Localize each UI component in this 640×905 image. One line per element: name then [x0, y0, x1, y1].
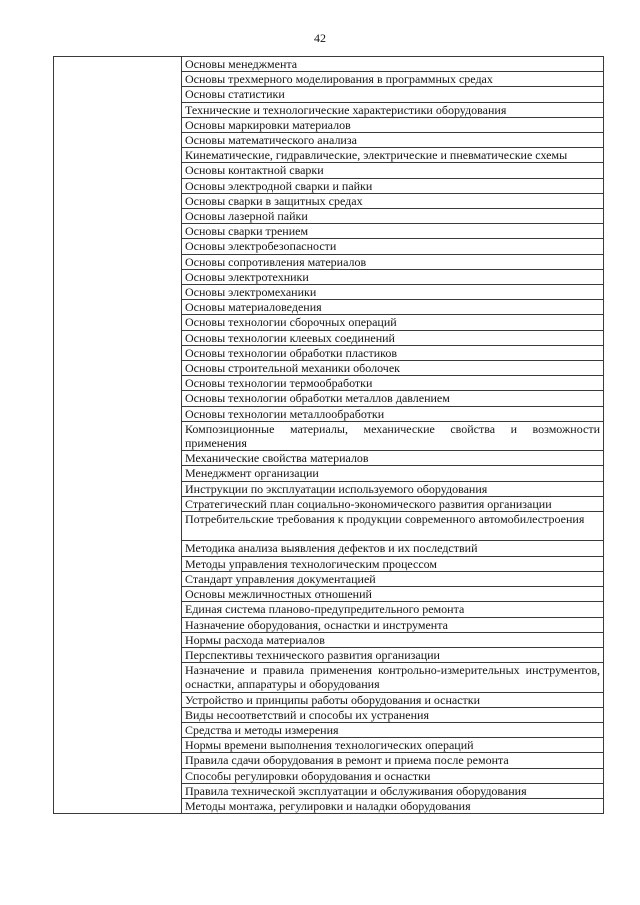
knowledge-item: Основы строительной механики оболочек: [182, 361, 604, 376]
table-row: [54, 57, 604, 72]
empty-left-cell: [54, 57, 182, 814]
knowledge-item: Основы технологии термообработки: [182, 376, 604, 391]
knowledge-item: Методика анализа выявления дефектов и их последствий: [182, 541, 604, 556]
knowledge-item: Правила технической эксплуатации и обслуживания оборудования: [182, 783, 604, 798]
knowledge-item: Основы технологии обработки пластиков: [182, 345, 604, 360]
knowledge-item: Назначение и правила применения контрольно-измерительных инструментов, оснастки, аппаратуры и оборудования: [182, 663, 604, 692]
knowledge-item: Основы сварки в защитных средах: [182, 193, 604, 208]
knowledge-item: Основы технологии сборочных операций: [182, 315, 604, 330]
knowledge-item: Основы статистики: [182, 87, 604, 102]
knowledge-item: Основы сопротивления материалов: [182, 254, 604, 269]
knowledge-item: Основы менеджмента: [182, 57, 604, 72]
knowledge-item: Средства и методы измерения: [182, 722, 604, 737]
knowledge-item: Методы монтажа, регулировки и наладки оборудования: [182, 798, 604, 813]
knowledge-table-body: [54, 57, 604, 814]
knowledge-item: Основы маркировки материалов: [182, 117, 604, 132]
knowledge-item: Устройство и принципы работы оборудования и оснастки: [182, 692, 604, 707]
knowledge-item: Стратегический план социально-экономического развития организации: [182, 496, 604, 511]
knowledge-item: Основы электротехники: [182, 269, 604, 284]
knowledge-item: Основы электродной сварки и пайки: [182, 178, 604, 193]
page-number: 42: [314, 31, 326, 45]
knowledge-item: Основы сварки трением: [182, 224, 604, 239]
knowledge-item: Основы межличностных отношений: [182, 587, 604, 602]
knowledge-item: Основы технологии клеевых соединений: [182, 330, 604, 345]
knowledge-item: Виды несоответствий и способы их устранения: [182, 707, 604, 722]
knowledge-item: Перспективы технического развития организации: [182, 647, 604, 662]
knowledge-item: Единая система планово-предупредительного ремонта: [182, 602, 604, 617]
knowledge-item: Основы электробезопасности: [182, 239, 604, 254]
knowledge-item: Способы регулировки оборудования и оснастки: [182, 768, 604, 783]
knowledge-table: [53, 56, 604, 814]
knowledge-item: Основы трехмерного моделирования в программных средах: [182, 72, 604, 87]
knowledge-item: Основы электромеханики: [182, 285, 604, 300]
knowledge-item: Правила сдачи оборудования в ремонт и приема после ремонта: [182, 753, 604, 768]
knowledge-item: Основы контактной сварки: [182, 163, 604, 178]
knowledge-item: Нормы времени выполнения технологических операций: [182, 738, 604, 753]
knowledge-item: Технические и технологические характеристики оборудования: [182, 102, 604, 117]
knowledge-item: Методы управления технологическим процессом: [182, 556, 604, 571]
knowledge-item: Основы технологии обработки металлов давлением: [182, 391, 604, 406]
knowledge-item: Кинематические, гидравлические, электрические и пневматические схемы: [182, 148, 604, 163]
knowledge-item: Менеджмент организации: [182, 466, 604, 481]
knowledge-item: Стандарт управления документацией: [182, 571, 604, 586]
knowledge-item: Назначение оборудования, оснастки и инструмента: [182, 617, 604, 632]
knowledge-item: Композиционные материалы, механические свойства и возможности применения: [182, 421, 604, 450]
knowledge-item: Основы лазерной пайки: [182, 209, 604, 224]
knowledge-item: Основы материаловедения: [182, 300, 604, 315]
knowledge-item: Основы математического анализа: [182, 133, 604, 148]
knowledge-item: Основы технологии металлообработки: [182, 406, 604, 421]
knowledge-item: Механические свойства материалов: [182, 451, 604, 466]
knowledge-item: Потребительские требования к продукции современного автомобилестроения: [182, 512, 604, 541]
knowledge-item: Нормы расхода материалов: [182, 632, 604, 647]
knowledge-item: Инструкции по эксплуатации используемого оборудования: [182, 481, 604, 496]
